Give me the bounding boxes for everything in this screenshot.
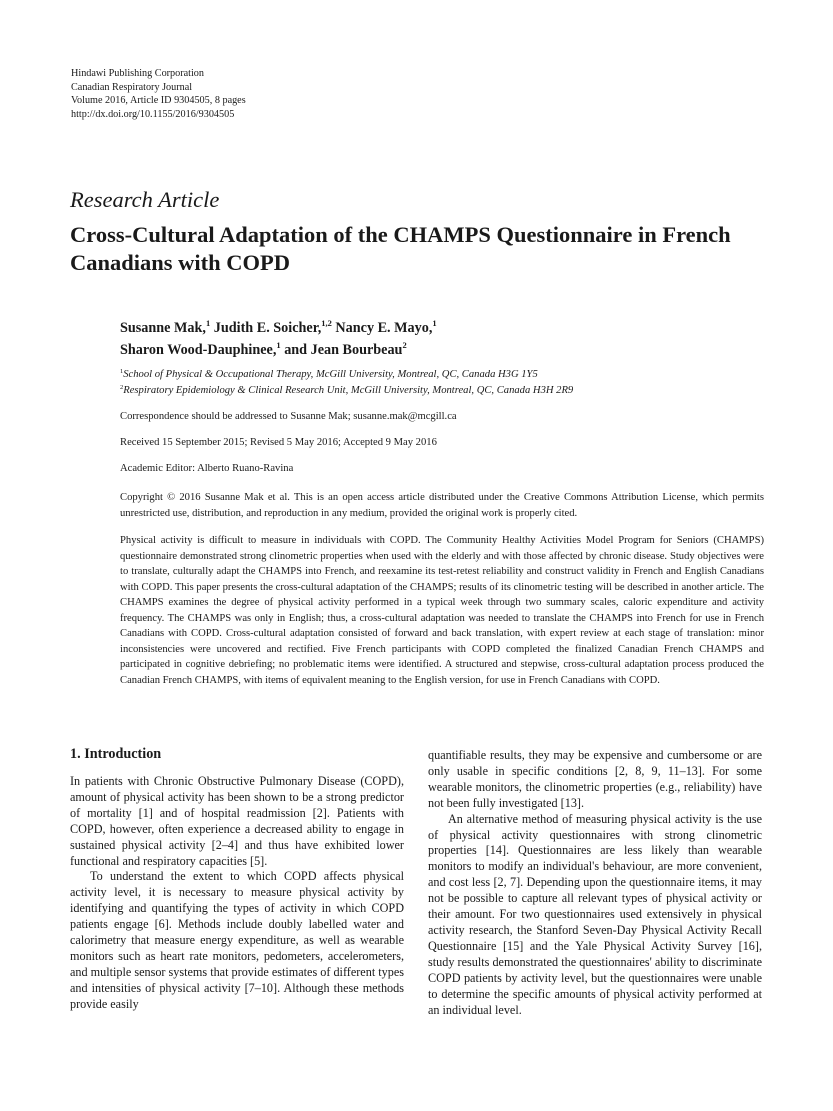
article-type: Research Article	[70, 187, 220, 212]
intro-paragraph-4: An alternative method of measuring physical activity is the use of physical activity questionnaires with strong clinometric properties [14]. Questionnaires are less likely than wearable monitors to modify an individual's behaviour, are more convenient, and cost less [2, 7]. Depending upon the questionnaire items, it may not be possible to capture all relevant types of physical activity or their amount. For two questionnaires used extensively in physical activity research, the Stanford Seven-Day Physical Activity Recall Questionnaire [15] and the Yale Physical Activity Survey [16], study results demonstrated the questionnaires' ability to discriminate COPD patients by activity level, but the questionnaires were unable to determine the specific amounts of physical activity performed at an individual level.	[428, 811, 762, 1017]
left-column	[70, 744, 404, 1013]
journal-header	[71, 67, 246, 121]
paper-title: Cross-Cultural Adaptation of the CHAMPS Questionnaire in French Canadians with COPD	[70, 222, 731, 275]
doi-link[interactable]: http://dx.doi.org/10.1155/2016/9304505	[71, 108, 235, 120]
author-4: Sharon Wood-Dauphinee,$^1$	[120, 340, 281, 358]
abstract: Physical activity is difficult to measure in individuals with COPD. The Community Healthy Activities Model Program for Seniors (CHAMPS) questionnaire demonstrated strong clinometric properties when used with the elderly and with those affected by chronic disease. Study objectives were to translate, culturally adapt the CHAMPS into French, and reexamine its test-retest reliability and construct validity in French and English Canadians with COPD. This paper presents the cross-cultural adaptation of the CHAMPS; results of its clinometric testing will be described in another article. The CHAMPS examines the degree of physical activity performed in a typical week through two summary scales, caloric expenditure and activity frequency. The CHAMPS was only in English; thus, a cross-cultural adaptation was needed to translate the CHAMPS into French for use in French Canadians with COPD. Cross-cultural adaptation consisted of forward and back translation, with expert review at each stage of translation: minor inconsistencies were uncovered and rectified. Five French participants with COPD completed the finalized Canadian French CHAMPS and participated in cognitive debriefing; no problematic items were identified. A structured and stepwise, cross-cultural adaptation process produced the Canadian French CHAMPS, with items of equivalent meaning to the English version, for use in French Canadians with COPD.	[120, 535, 764, 686]
academic-editor: Academic Editor: Alberto Ruano-Ravina	[120, 463, 294, 474]
publication-dates: Received 15 September 2015; Revised 5 May 2016; Accepted 9 May 2016	[120, 437, 437, 448]
correspondence-line: Correspondence should be addressed to Susanne Mak; susanne.mak@mcgill.ca	[120, 411, 457, 422]
author-3: Nancy E. Mayo,$^1$	[335, 318, 437, 336]
author-5: and Jean Bourbeau$^2$	[284, 340, 407, 358]
author-2: Judith E. Soicher,$^{1,2}$	[213, 318, 332, 336]
intro-paragraph-1: In patients with Chronic Obstructive Pulmonary Disease (COPD), amount of physical activity has been shown to be a strong predictor of mortality [1] and of hospital readmission [2]. Patients with COPD, however, often experience a decreased ability to engage in sustained physical activity [2–4] and thus have exhibited lower functional and respiratory capacities [5].	[70, 774, 404, 868]
author-list	[120, 317, 770, 361]
journal-name: Canadian Respiratory Journal	[71, 81, 193, 93]
section-heading-introduction: 1. Introduction	[70, 746, 162, 762]
intro-paragraph-2: To understand the extent to which COPD affects physical activity level, it is necessary to measure physical activity by identifying and quantifying the types of activity in which COPD patients engage [6]. Methods include doubly labelled water and calorimetry that measure energy expenditure, as well as wearable monitors such as heart rate monitors, pedometers, accelerometers, and multiple sensor systems that provide estimates of different types and intensities of physical activity [7–10]. Although these methods provide easily	[70, 869, 404, 1011]
affiliation-2: $^2$Respiratory Epidemiology & Clinical Research Unit, McGill University, Montreal, QC, Canada H3H 2R9	[120, 384, 574, 396]
affiliations	[120, 367, 780, 399]
volume-info: Volume 2016, Article ID 9304505, 8 pages	[71, 95, 246, 107]
author-1: Susanne Mak,$^1$	[120, 318, 211, 336]
intro-paragraph-3: quantifiable results, they may be expensive and cumbersome or are only usable in specific conditions [2, 8, 9, 11–13]. For some wearable monitors, the clinometric properties (e.g., reliability) have not been fully investigated [13].	[428, 748, 762, 810]
right-column	[428, 748, 762, 1018]
affiliation-1: $^1$School of Physical & Occupational Therapy, McGill University, Montreal, QC, Canada H3G 1Y5	[120, 368, 538, 380]
copyright-notice: Copyright © 2016 Susanne Mak et al. This is an open access article distributed under the Creative Commons Attribution License, which permits unrestricted use, distribution, and reproduction in any medium, provided the original work is properly cited.	[120, 492, 764, 519]
publisher-name: Hindawi Publishing Corporation	[71, 68, 204, 79]
